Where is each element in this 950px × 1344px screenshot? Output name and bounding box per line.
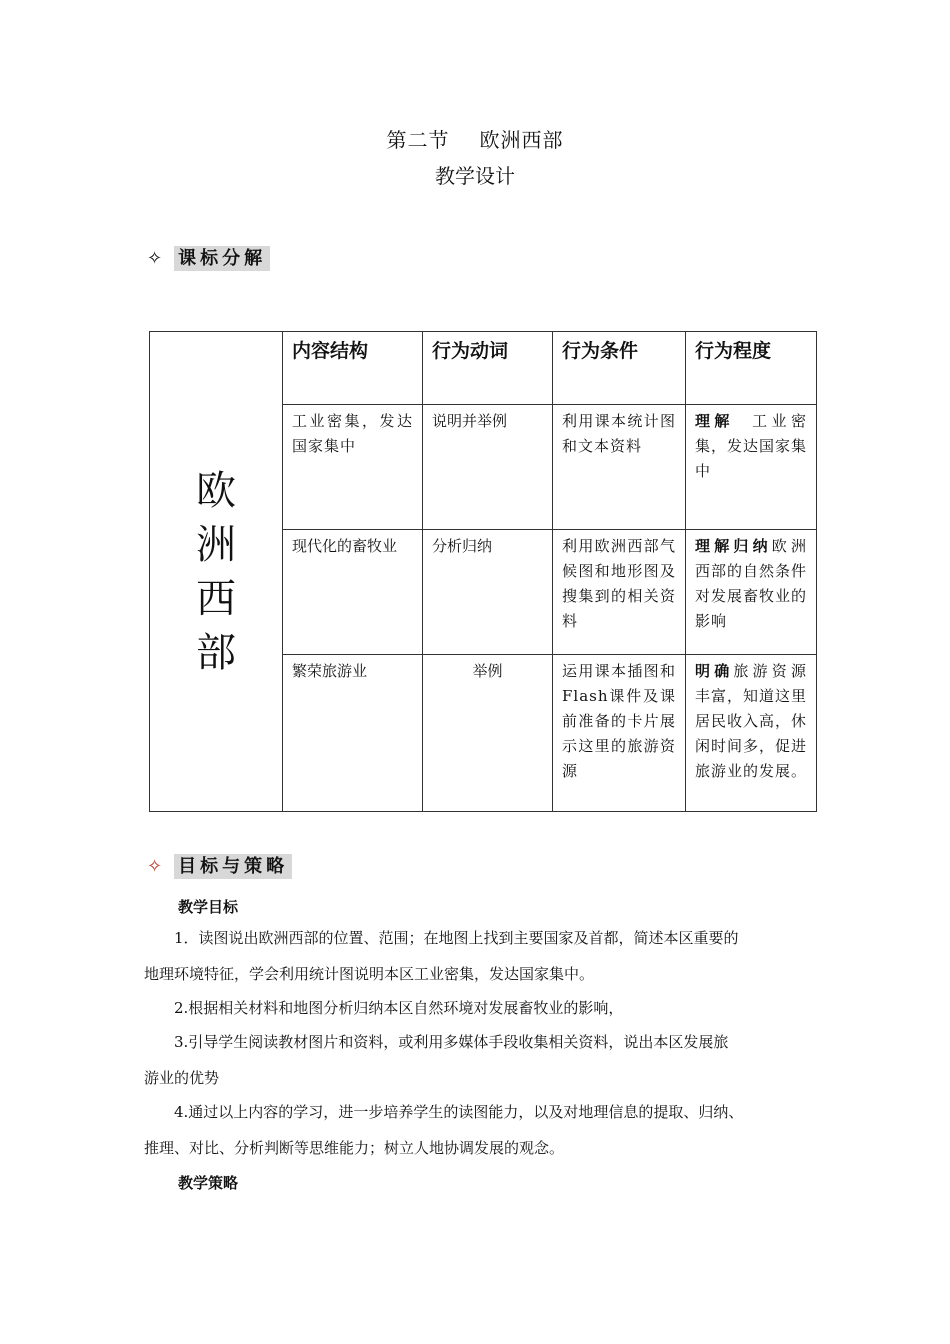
degree-text: 工业密集，发达国家集中 — [695, 412, 808, 480]
section-heading-goals — [147, 852, 292, 878]
side-label: 欧洲西部 — [196, 467, 236, 676]
cell-verb: 说明并举例 — [423, 405, 553, 530]
cell-verb: 举例 — [423, 655, 553, 812]
diamond-icon: ✧ — [147, 248, 163, 269]
cell-condition: 运用课本插图和 Flash课件及课前准备的卡片展示这里的旅游资源 — [553, 655, 686, 812]
goal-paragraph-cont: 地理环境特征，学会利用统计图说明本区工业密集，发达国家集中。 — [144, 965, 595, 983]
table-header-row — [150, 332, 817, 405]
cell-degree — [686, 405, 817, 530]
section-heading-standards — [147, 244, 270, 270]
cell-degree — [686, 655, 817, 812]
goals-heading: 教学目标 — [178, 898, 239, 916]
cell-verb: 分析归纳 — [423, 530, 553, 655]
cell-condition: 利用课本统计图和文本资料 — [553, 405, 686, 530]
degree-keyword: 理解 — [695, 412, 734, 430]
goal-paragraph-cont: 游业的优势 — [144, 1069, 220, 1087]
section-label: 课标分解 — [174, 246, 270, 271]
goal-paragraph: 3.引导学生阅读教材图片和资料，或利用多媒体手段收集相关资料，说出本区发展旅 — [174, 1033, 729, 1051]
degree-text: 欧洲西部的自然条件对发展畜牧业的影响 — [695, 537, 808, 630]
diamond-icon: ✧ — [147, 856, 163, 877]
header-degree: 行为程度 — [686, 332, 817, 405]
document-subtitle: 教学设计 — [435, 164, 515, 188]
chapter-label: 第二节 — [386, 128, 450, 152]
header-content: 内容结构 — [283, 332, 423, 405]
degree-text: 旅游资源丰富，知道这里居民收入高，休闲时间多，促进旅游业的发展。 — [695, 662, 808, 780]
header-verb: 行为动词 — [423, 332, 553, 405]
cell-content: 现代化的畜牧业 — [283, 530, 423, 655]
topic-label: 欧洲西部 — [479, 128, 564, 152]
degree-keyword: 理解归纳 — [695, 537, 772, 555]
cell-condition: 利用欧洲西部气候图和地形图及搜集到的相关资料 — [553, 530, 686, 655]
goal-paragraph-cont: 推理、对比、分析判断等思维能力；树立人地协调发展的观念。 — [144, 1139, 565, 1157]
header-condition: 行为条件 — [553, 332, 686, 405]
degree-keyword: 明确 — [695, 662, 734, 680]
goal-paragraph: 1．读图说出欧洲西部的位置、范围；在地图上找到主要国家及首都，简述本区重要的 — [174, 929, 739, 947]
cell-content: 繁荣旅游业 — [283, 655, 423, 812]
standards-table — [149, 331, 817, 812]
cell-degree — [686, 530, 817, 655]
section-label: 目标与策略 — [174, 854, 292, 879]
cell-content: 工业密集，发达国家集中 — [283, 405, 423, 530]
document-title — [0, 124, 950, 153]
side-label-cell — [150, 332, 283, 812]
goal-paragraph: 4.通过以上内容的学习，进一步培养学生的读图能力，以及对地理信息的提取、归纳、 — [174, 1103, 744, 1121]
goal-paragraph: 2.根据相关材料和地图分析归纳本区自然环境对发展畜牧业的影响， — [174, 999, 624, 1017]
strategy-heading: 教学策略 — [178, 1174, 239, 1192]
